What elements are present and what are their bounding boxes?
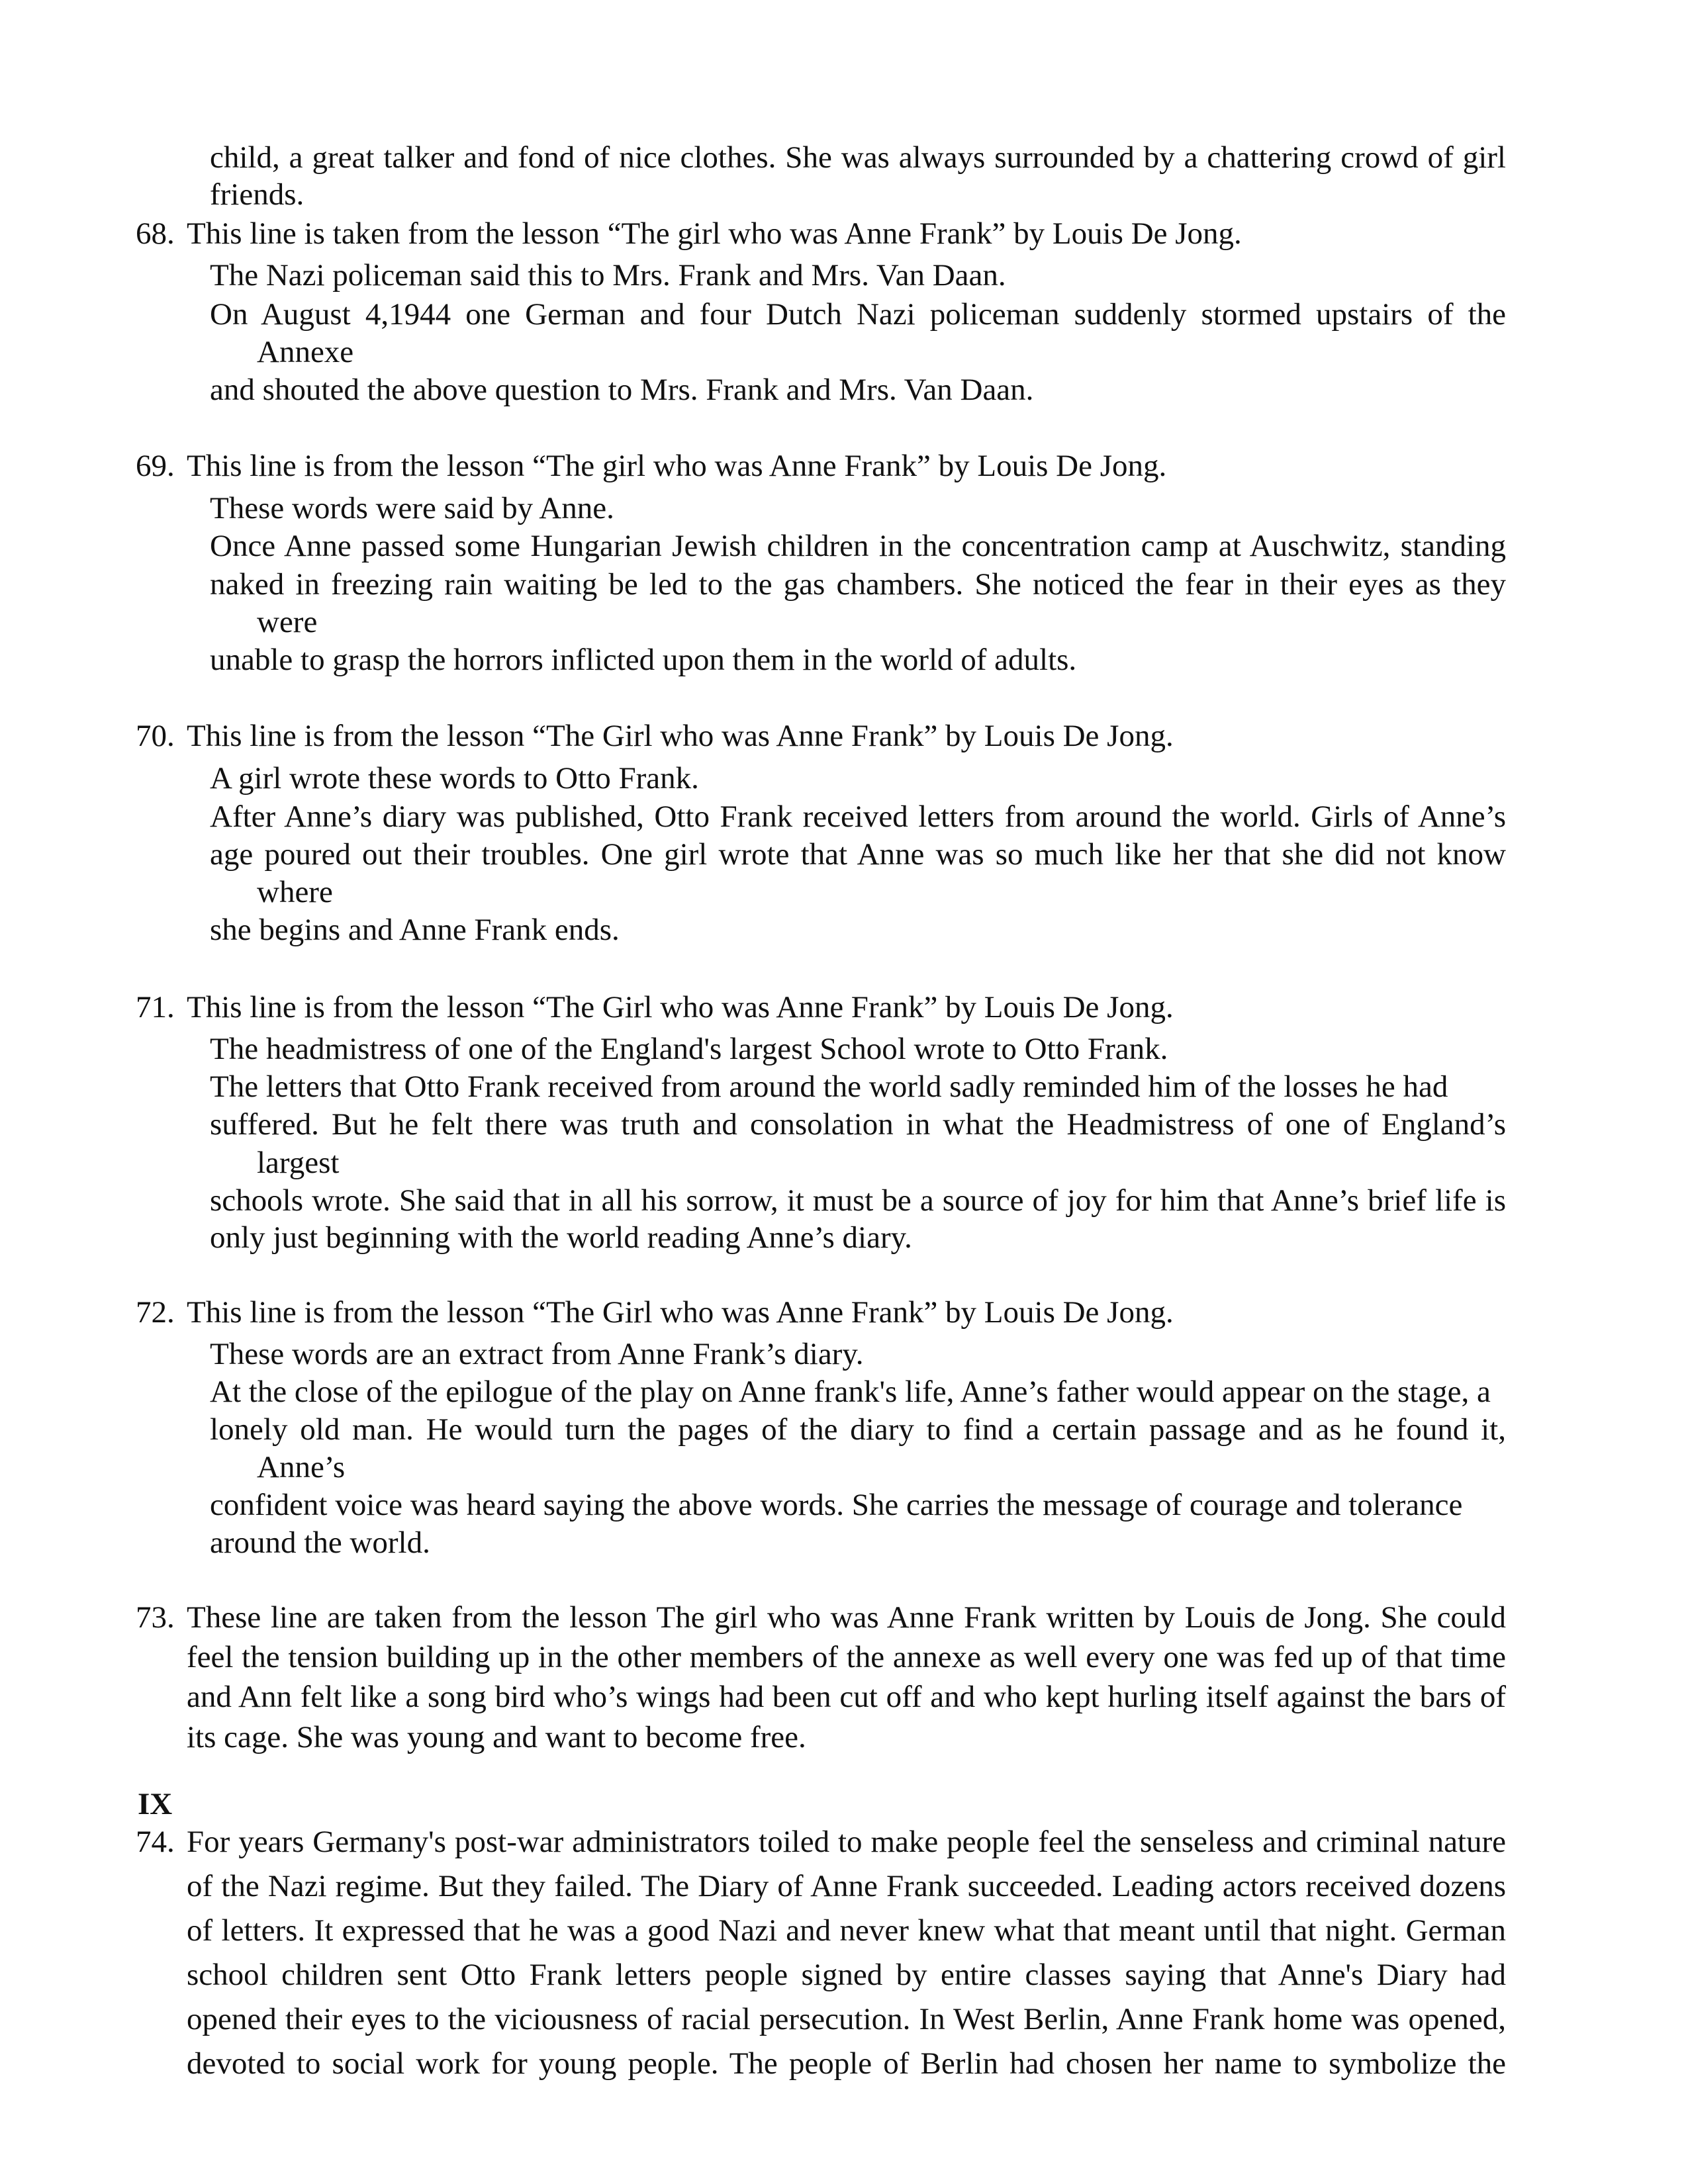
text-line: suffered. But he felt there was truth and consolation in what the Headmistress of one of England’s <box>210 1107 1506 1142</box>
text-line: unable to grasp the horrors inflicted upon them in the world of adults. <box>210 643 1077 677</box>
item-heading: This line is from the lesson “The Girl who was Anne Frank” by Louis De Jong. <box>187 1295 1174 1330</box>
item-heading: This line is from the lesson “The Girl who was Anne Frank” by Louis De Jong. <box>187 719 1174 753</box>
text-line: where <box>257 875 333 909</box>
paragraph-line: school children sent Otto Frank letters people signed by entire classes saying that Anne's Diary had <box>187 1958 1506 1992</box>
paragraph-line: opened their eyes to the viciousness of racial persecution. In West Berlin, Anne Frank home was opened, <box>187 2002 1506 2036</box>
paragraph-line: These line are taken from the lesson The girl who was Anne Frank written by Louis de Jong. She could <box>187 1600 1506 1635</box>
text-line: These words are an extract from Anne Frank’s diary. <box>210 1337 864 1371</box>
text-line: Once Anne passed some Hungarian Jewish children in the concentration camp at Auschwitz, standing <box>210 529 1506 563</box>
paragraph-line: For years Germany's post-war administrators toiled to make people feel the senseless and criminal nature <box>187 1825 1506 1859</box>
item-number: 69. <box>136 449 175 483</box>
item-heading: This line is from the lesson “The girl who was Anne Frank” by Louis De Jong. <box>187 449 1167 483</box>
text-line: naked in freezing rain waiting be led to the gas chambers. She noticed the fear in their eyes as they <box>210 567 1506 602</box>
text-line: lonely old man. He would turn the pages of the diary to find a certain passage and as he found it, <box>210 1412 1506 1447</box>
text-line: Anne’s <box>257 1450 346 1484</box>
item-number: 71. <box>136 990 175 1024</box>
text-line: age poured out their troubles. One girl wrote that Anne was so much like her that she did not know <box>210 837 1506 872</box>
text-line: and shouted the above question to Mrs. Frank and Mrs. Van Daan. <box>210 373 1034 407</box>
text-line: A girl wrote these words to Otto Frank. <box>210 761 699 796</box>
text-line: Annexe <box>257 335 354 369</box>
text-line: schools wrote. She said that in all his sorrow, it must be a source of joy for him that Anne’s brief life is <box>210 1183 1506 1218</box>
text-line: only just beginning with the world reading Anne’s diary. <box>210 1220 912 1255</box>
paragraph-line: of letters. It expressed that he was a good Nazi and never knew what that meant until that night. German <box>187 1913 1506 1948</box>
text-line: These words were said by Anne. <box>210 491 614 525</box>
paragraph-line: feel the tension building up in the other members of the annexe as well every one was fed up of that time <box>187 1640 1506 1674</box>
text-line: The letters that Otto Frank received from around the world sadly reminded him of the losses he had <box>210 1069 1448 1104</box>
text-line: After Anne’s diary was published, Otto Frank received letters from around the world. Girls of Anne’s <box>210 799 1506 834</box>
item-heading: This line is taken from the lesson “The girl who was Anne Frank” by Louis De Jong. <box>187 216 1242 251</box>
text-line: were <box>257 605 318 639</box>
item-number: 70. <box>136 719 175 753</box>
text-line: friends. <box>210 177 305 212</box>
item-number: 72. <box>136 1295 175 1330</box>
text-line: The headmistress of one of the England's largest School wrote to Otto Frank. <box>210 1032 1168 1066</box>
paragraph-line: and Ann felt like a song bird who’s wings had been cut off and who kept hurling itself against the bars of <box>187 1680 1506 1714</box>
text-line: largest <box>257 1146 340 1180</box>
paragraph-line: its cage. She was young and want to become free. <box>187 1720 806 1754</box>
item-number: 73. <box>136 1600 175 1635</box>
text-line: around the world. <box>210 1525 430 1560</box>
text-line: child, a great talker and fond of nice clothes. She was always surrounded by a chattering crowd of girl <box>210 140 1506 175</box>
paragraph-line: devoted to social work for young people. The people of Berlin had chosen her name to symbolize the <box>187 2046 1506 2081</box>
item-heading: This line is from the lesson “The Girl who was Anne Frank” by Louis De Jong. <box>187 990 1174 1024</box>
section-heading: IX <box>138 1787 173 1821</box>
text-line: The Nazi policeman said this to Mrs. Frank and Mrs. Van Daan. <box>210 258 1006 293</box>
item-number: 68. <box>136 216 175 251</box>
paragraph-line: of the Nazi regime. But they failed. The Diary of Anne Frank succeeded. Leading actors received dozens <box>187 1869 1506 1903</box>
text-line: she begins and Anne Frank ends. <box>210 913 620 947</box>
item-number: 74. <box>136 1825 175 1859</box>
text-line: confident voice was heard saying the above words. She carries the message of courage and tolerance <box>210 1488 1463 1522</box>
text-line: On August 4,1944 one German and four Dutch Nazi policeman suddenly stormed upstairs of the <box>210 297 1506 332</box>
text-line: At the close of the epilogue of the play on Anne frank's life, Anne’s father would appear on the stage, a <box>210 1375 1491 1409</box>
